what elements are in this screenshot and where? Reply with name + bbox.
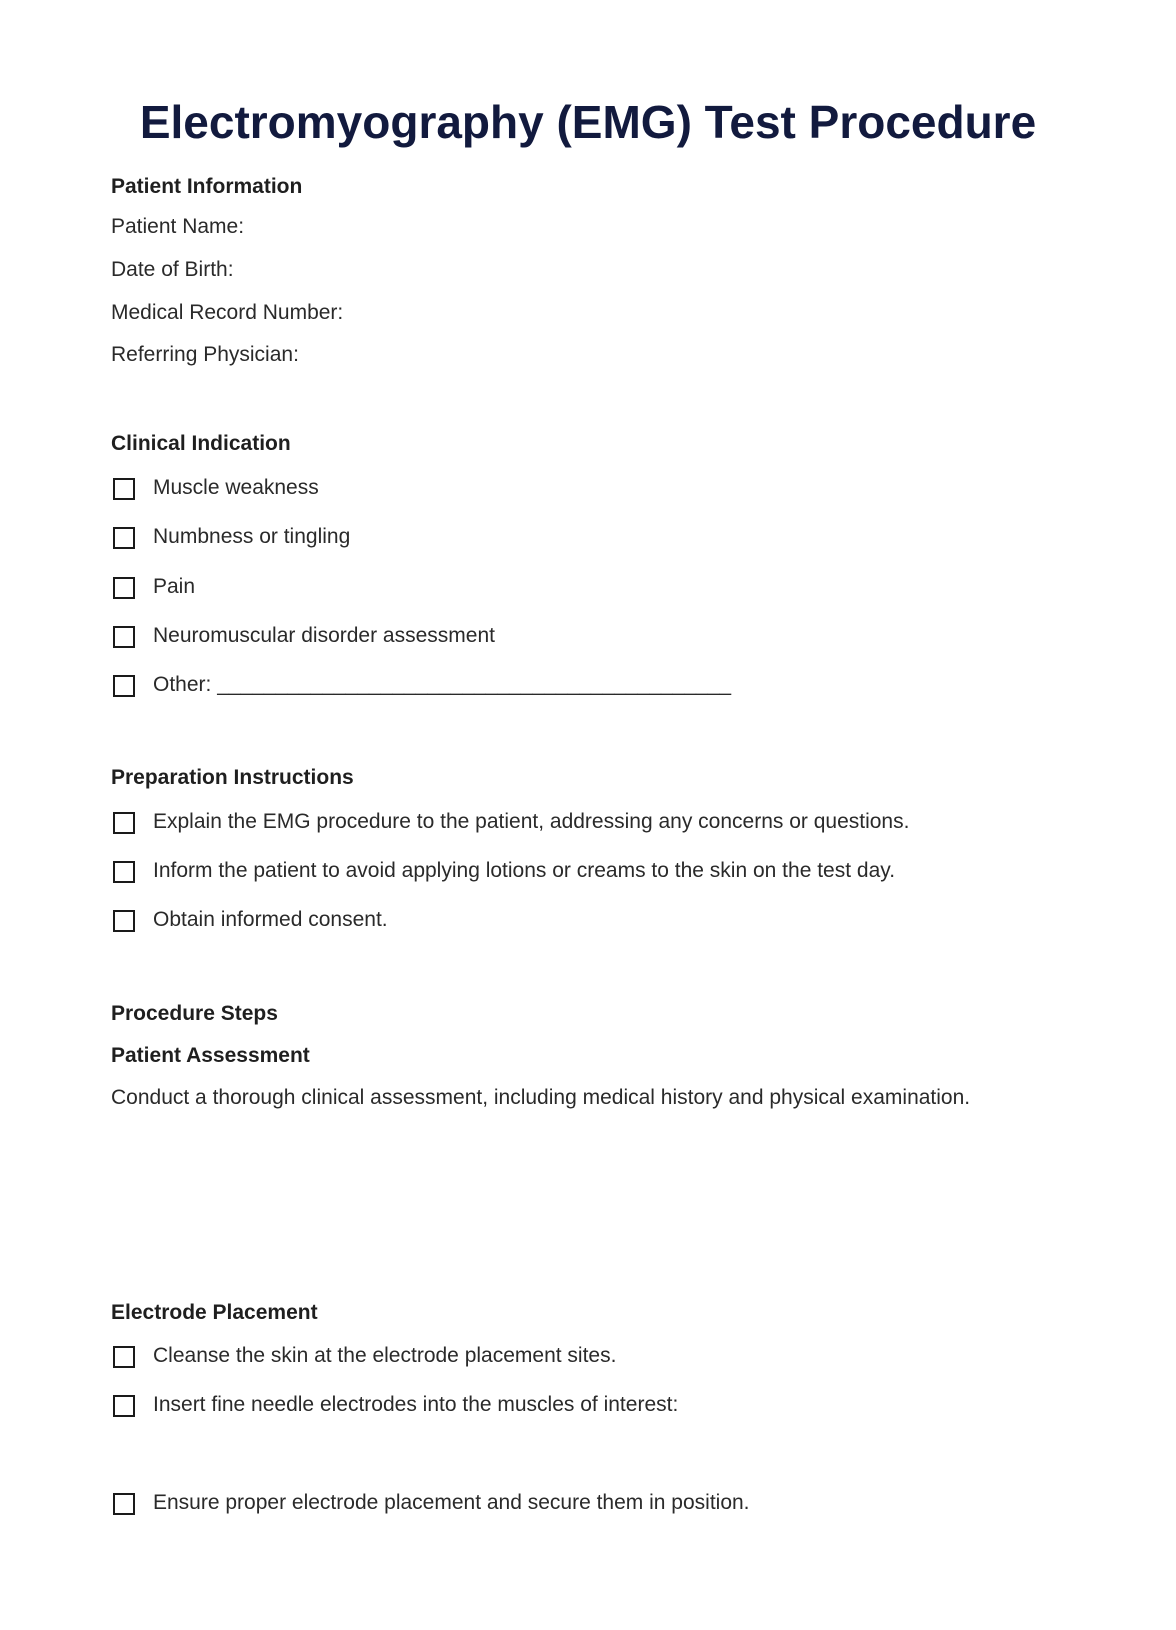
subheading-patient-assessment: Patient Assessment xyxy=(111,1044,310,1067)
field-medical-record-number: Medical Record Number: xyxy=(111,301,344,324)
checklist-item-label: Obtain informed consent. xyxy=(153,908,388,931)
checklist-item-label: Ensure proper electrode placement and secure them in position. xyxy=(153,1491,750,1514)
checkbox[interactable] xyxy=(113,1395,135,1417)
checklist-item-label: Inform the patient to avoid applying lotions or creams to the skin on the test day. xyxy=(153,859,896,882)
checkbox[interactable] xyxy=(113,478,135,500)
checklist-item-label: Numbness or tingling xyxy=(153,525,351,548)
section-heading-electrode-placement: Electrode Placement xyxy=(111,1301,318,1324)
checkbox[interactable] xyxy=(113,1346,135,1368)
document-title: Electromyography (EMG) Test Procedure xyxy=(139,96,1037,148)
section-heading-clinical-indication: Clinical Indication xyxy=(111,432,291,455)
checkbox[interactable] xyxy=(113,527,135,549)
field-referring-physician: Referring Physician: xyxy=(111,343,299,366)
patient-assessment-text: Conduct a thorough clinical assessment, including medical history and physical examination. xyxy=(111,1086,971,1109)
checkbox[interactable] xyxy=(113,675,135,697)
checkbox[interactable] xyxy=(113,1493,135,1515)
checkbox[interactable] xyxy=(113,577,135,599)
checklist-item-label: Pain xyxy=(153,575,196,598)
checklist-item-label: Insert fine needle electrodes into the muscles of interest: xyxy=(153,1393,679,1416)
checklist-item-label: Other: ____________________________________________ xyxy=(153,673,732,696)
section-heading-procedure-steps: Procedure Steps xyxy=(111,1002,278,1025)
checkbox[interactable] xyxy=(113,861,135,883)
field-date-of-birth: Date of Birth: xyxy=(111,258,234,281)
checklist-item-label: Explain the EMG procedure to the patient, addressing any concerns or questions. xyxy=(153,810,910,833)
checkbox[interactable] xyxy=(113,812,135,834)
checkbox[interactable] xyxy=(113,910,135,932)
field-patient-name: Patient Name: xyxy=(111,215,245,238)
section-heading-preparation-instructions: Preparation Instructions xyxy=(111,766,354,789)
section-heading-patient-information: Patient Information xyxy=(111,175,303,198)
checklist-item-label: Cleanse the skin at the electrode placement sites. xyxy=(153,1344,617,1367)
checkbox[interactable] xyxy=(113,626,135,648)
checklist-item-label: Neuromuscular disorder assessment xyxy=(153,624,495,647)
checklist-item-label: Muscle weakness xyxy=(153,476,319,499)
